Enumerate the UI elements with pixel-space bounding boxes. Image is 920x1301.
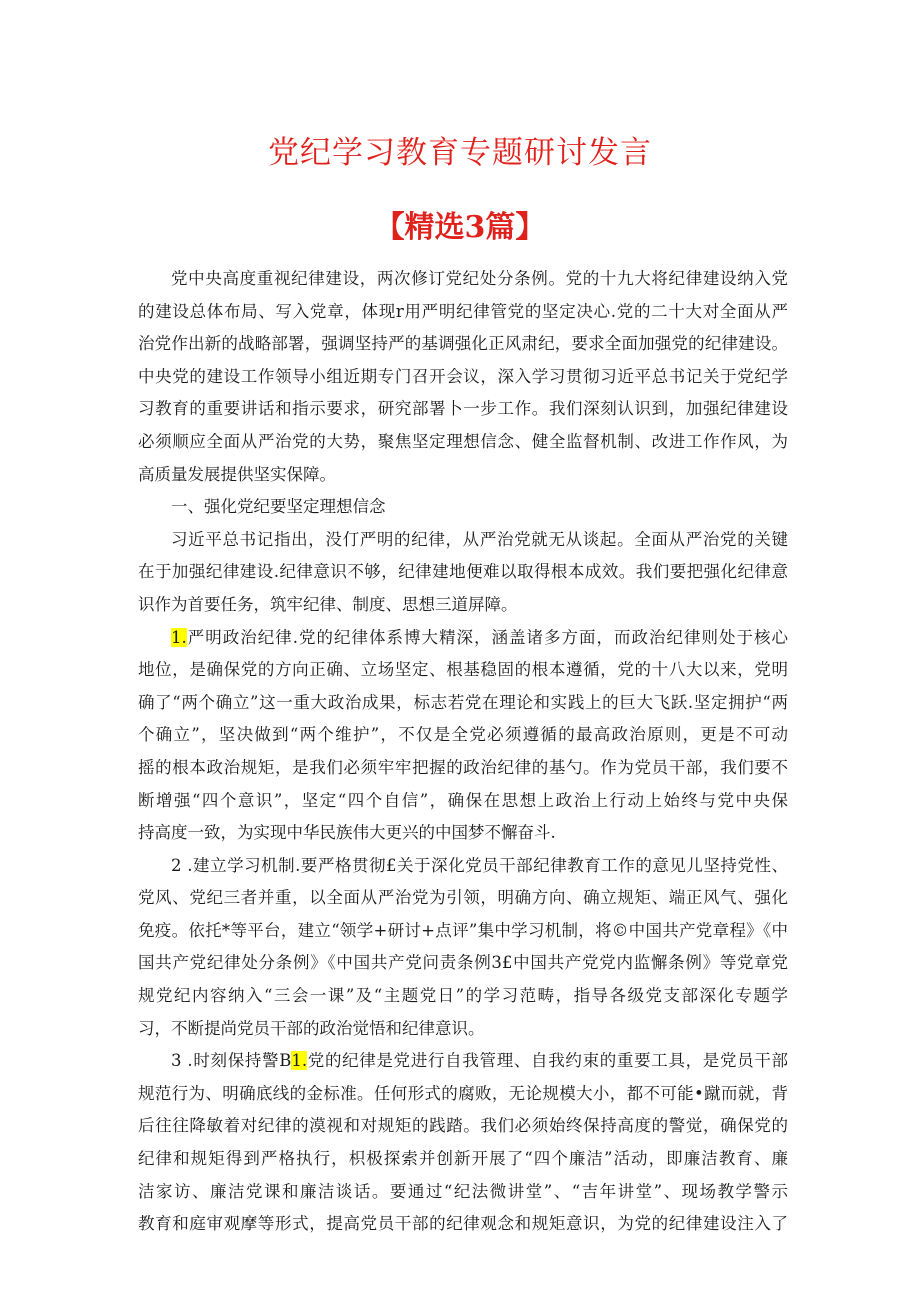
text-line: 必须顺应全面从严治党的大势，聚焦坚定理想信念、健全监督机制、改进工作作风，为 (138, 431, 788, 451)
text-line: 免疫。依托*等平台，建立“领学+研讨+点评”集中学习机制，将©中国共产党章程》《中 (138, 920, 788, 940)
text-line: 识作为首要任务，筑牢纪律、制度、思想三道屏障。 (138, 594, 518, 614)
text-line: 高质量发展提供坚实保障。 (138, 464, 336, 484)
document-subtitle: 【精选3篇】 (374, 210, 546, 245)
highlighted-marker: 1. (171, 627, 187, 647)
paragraph-item-3 (138, 1045, 788, 1241)
text-line: 后往往降敏着对纪律的漠视和对规矩的践踏。我们必须始终保持高度的警觉，确保党的 (138, 1116, 788, 1136)
text-line: 在于加强纪律建设.纪律意识不够，纪律建地便难以取得根本成效。我们要把强化纪律意 (138, 562, 788, 582)
paragraph-item-1 (138, 622, 788, 850)
text-line: 规党纪内容纳入“三会一课”及“主题党日”的学习范畴，指导各级党支部深化专题学 (138, 986, 788, 1006)
text-line-prefix: 3 .时刻保持警B (171, 1051, 292, 1071)
text-line: 国共产党纪律处分条例》《中国共产党问责条例3£中国共产党党内监懈条例》等党章党 (138, 953, 788, 973)
text-line: 2 .建立学习机制.要严格贯彻£关于深化党员干部纪律教育工作的意见儿坚持党性、 (171, 855, 788, 875)
text-line: 习，不断提尚党员干部的政治觉悟和纪律意识。 (138, 1018, 485, 1038)
text-line-body: 严明政治纪律.党的纪律体系博大精深，涵盖诸多方面，而政治纪律则处于核心 (186, 627, 788, 647)
text-line: 习教育的重要讲话和指示要求，研究部署卜一步工作。我们深刻认识到，加强纪律建设 (138, 399, 788, 419)
text-line (138, 1045, 788, 1078)
text-line: 断增强“四个意识”，坚定“四个自信”，确保在思想上政治上行动上始终与党中央保 (138, 790, 788, 810)
document-title: 党纪学习教育专题研讨发言 (268, 135, 652, 171)
text-line: 的建设总体布局、写入党章，体现r用严明纪律管党的坚定决心.党的二十大对全面从严 (138, 301, 788, 321)
paragraph-item-2 (138, 850, 788, 1046)
text-line: 纪律和规矩得到严格执行，枳极探索并创新开展了“四个廉洁”活动，即廉洁教育、廉 (138, 1149, 788, 1169)
text-line: 个确立”，坚决做到“两个维护”，不仅是全党必须遵循的最高政治原则，更是不可动 (138, 725, 788, 745)
text-line: 习近平总书记指出，没仃严明的纪律，从严治党就无从谈起。全面从严治党的关键 (171, 529, 788, 549)
text-line: 摇的根本政治规矩，是我们必须牢牢把握的政治纪律的基勺。作为党员干部，我们要不 (138, 757, 788, 777)
section-heading (138, 491, 788, 524)
text-line-body: 党的纪律是党进行自我管理、自我约束的重要工具，是党员干部 (307, 1051, 788, 1071)
text-line (138, 622, 788, 655)
text-line: 确了“两个确立”这一重大政治成果，标志若党在理论和实践上的巨大飞跃.坚定拥护“两 (138, 692, 788, 712)
text-line: 治党作出新的战略部署，强调坚持严的基调强化正风肃纪，要求全面加强党的纪律建设。 (138, 334, 788, 354)
text-line: 洁家访、廉洁党课和廉洁谈话。要通过“纪法微讲堂”、“吉年讲堂”、现场教学警示 (138, 1181, 788, 1201)
text-line: 持高度一致，为实现中华民族伟大更兴的中国梦不懈奋斗. (138, 823, 556, 843)
heading-line: 一、强化党纪要坚定理想信念 (171, 497, 386, 517)
text-line: 党风、党纪三者并重，以全面从严治党为引领，明确方向、确立规矩、端正风气、强化 (138, 888, 788, 908)
text-line: 规范行为、明确底线的金标准。任何形式的腐败，无论规模大小，都不可能•蹴而就，背 (138, 1083, 788, 1103)
highlighted-marker: 1. (291, 1051, 308, 1071)
paragraph-intro (138, 263, 788, 491)
text-line: 教育和庭审观摩等形式，提高党员干部的纪律观念和规矩意识，为党的纪律建设注入了 (138, 1214, 788, 1234)
text-line: 党中央高度重视纪律建设，两次修订党纪处分条例。党的十九大将纪律建设纳入党 (171, 269, 788, 288)
text-line: 中央党的建设工作领导小组近期专门召开会议，深入学习贯彻习近平总书记关于党纪学 (138, 366, 788, 386)
document-body (138, 263, 788, 1241)
text-line: 地位，是确保党的方向正确、立场坚定、根基稳固的根本遵循，党的十八大以来，党明 (138, 660, 788, 680)
paragraph-quote (138, 524, 788, 622)
